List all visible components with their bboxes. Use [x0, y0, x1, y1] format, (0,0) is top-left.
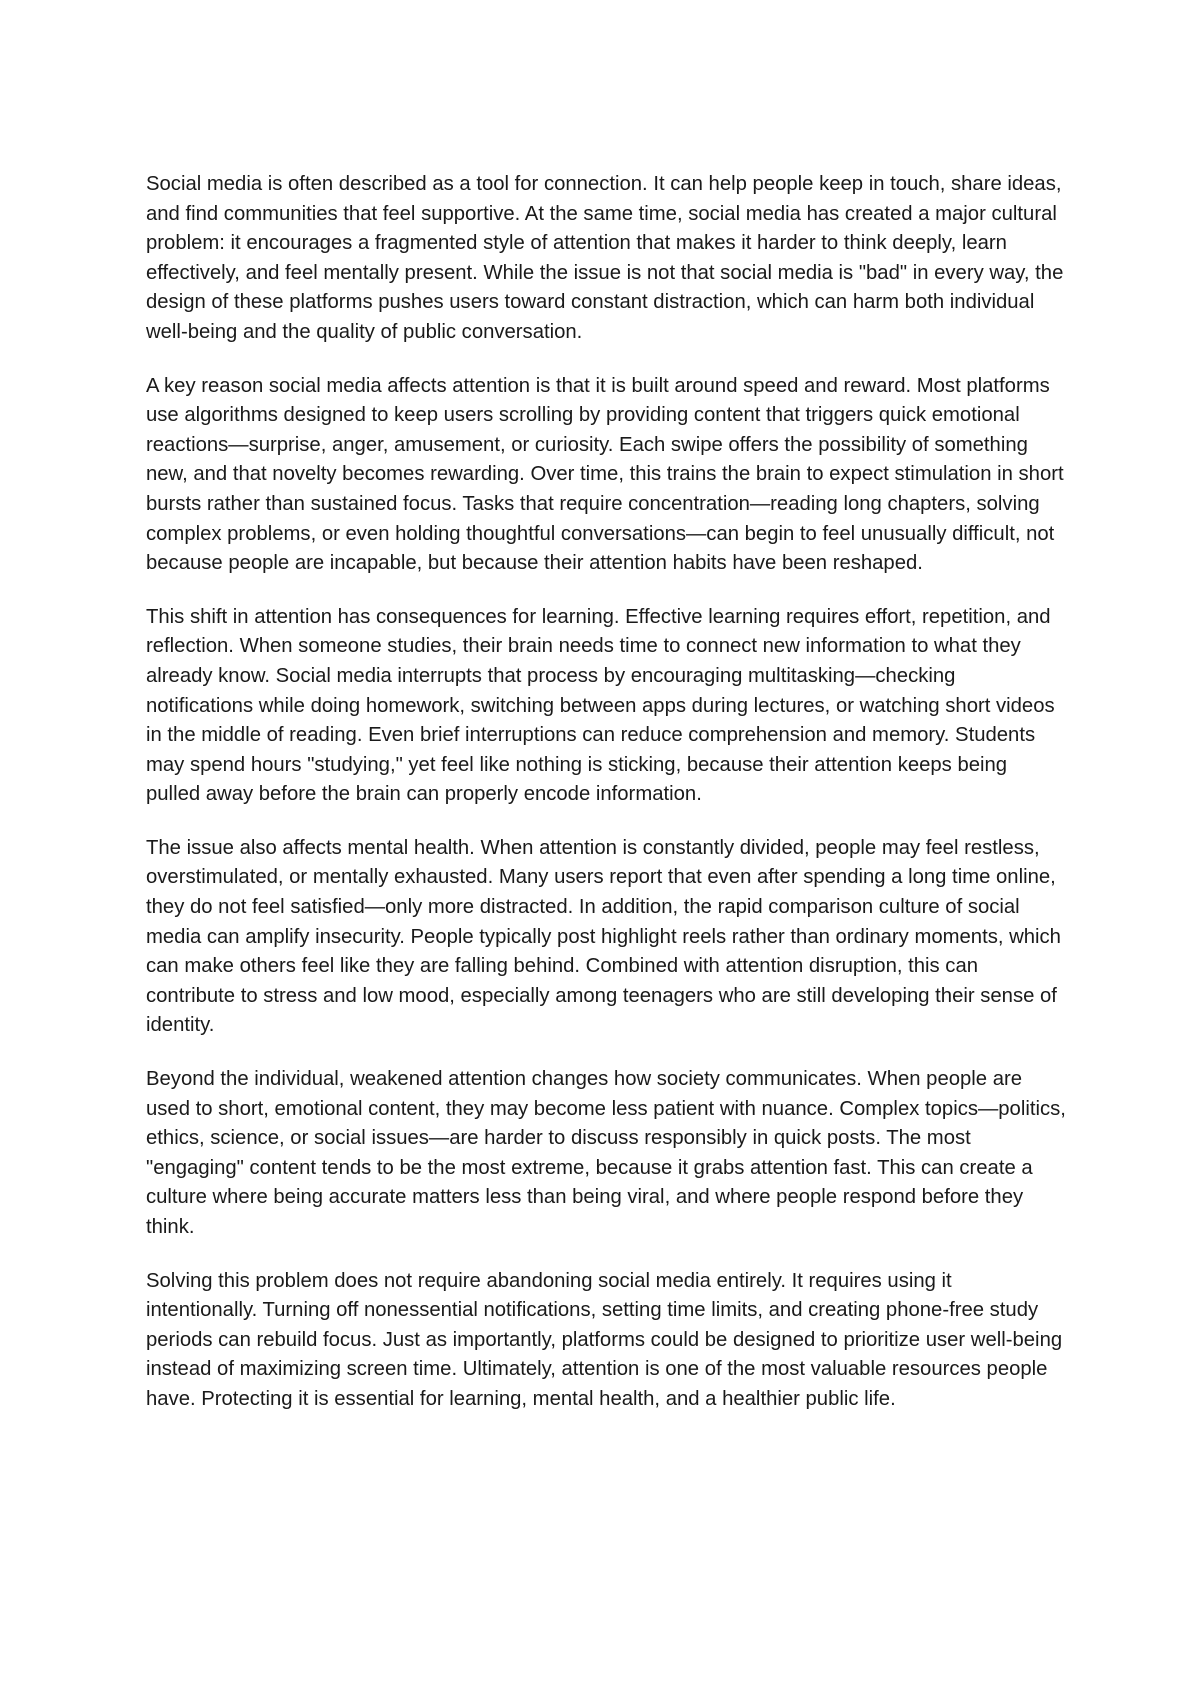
paragraph-society: Beyond the individual, weakened attention changes how society communicates. When people are used to short, emotional content, they may become less patient with nuance. Complex topics—politics, ethics, science, or social issues—are harder to discuss responsibly in quick posts. The most "engaging" content tends to be the most extreme, because it grabs attention fast. This can create a culture where being accurate matters less than being viral, and where people respond before they think.: [146, 1068, 1066, 1238]
paragraph-solution: Solving this problem does not require abandoning social media entirely. It requires using it intentionally. Turning off nonessential notifications, setting time limits, and creating phone-free study periods can rebuild focus. Just as importantly, platforms could be designed to prioritize user well-being instead of maximizing screen time. Ultimately, attention is one of the most valuable resources people have. Protecting it is essential for learning, mental health, and a healthier public life.: [146, 1269, 1063, 1410]
paragraph-mental-health: The issue also affects mental health. When attention is constantly divided, people may feel restless, overstimulated, or mentally exhausted. Many users report that even after spending a long time online, they do not feel satisfied—only more distracted. In addition, the rapid comparison culture of social media can amplify insecurity. People typically post highlight reels rather than ordinary moments, which can make others feel like they are falling behind. Combined with attention disruption, this can contribute to stress and low mood, especially among teenagers who are still developing their sense of identity.: [146, 836, 1061, 1037]
paragraph-learning: This shift in attention has consequences for learning. Effective learning requires effort, repetition, and reflection. When someone studies, their brain needs time to connect new information to what they already know. Social media interrupts that process by encouraging multitasking—checking notifications while doing homework, switching between apps during lectures, or watching short videos in the middle of reading. Even brief interruptions can reduce comprehension and memory. Students may spend hours "studying," yet feel like nothing is sticking, because their attention keeps being pulled away before the brain can properly encode information.: [146, 605, 1055, 806]
document-body: [146, 170, 1066, 1439]
paragraph-intro: Social media is often described as a tool for connection. It can help people keep in touch, share ideas, and find communities that feel supportive. At the same time, social media has created a major cultural problem: it encourages a fragmented style of attention that makes it harder to think deeply, learn effectively, and feel mentally present. While the issue is not that social media is "bad" in every way, the design of these platforms pushes users toward constant distraction, which can harm both individual well-being and the quality of public conversation.: [146, 173, 1064, 343]
paragraph-speed-and-reward: A key reason social media affects attention is that it is built around speed and reward. Most platforms use algorithms designed to keep users scrolling by providing content that triggers quick emotional reactions—surprise, anger, amusement, or curiosity. Each swipe offers the possibility of something new, and that novelty becomes rewarding. Over time, this trains the brain to expect stimulation in short bursts rather than sustained focus. Tasks that require concentration—reading long chapters, solving complex problems, or even holding thoughtful conversations—can begin to feel unusually difficult, not because people are incapable, but because their attention habits have been reshaped.: [146, 374, 1064, 575]
